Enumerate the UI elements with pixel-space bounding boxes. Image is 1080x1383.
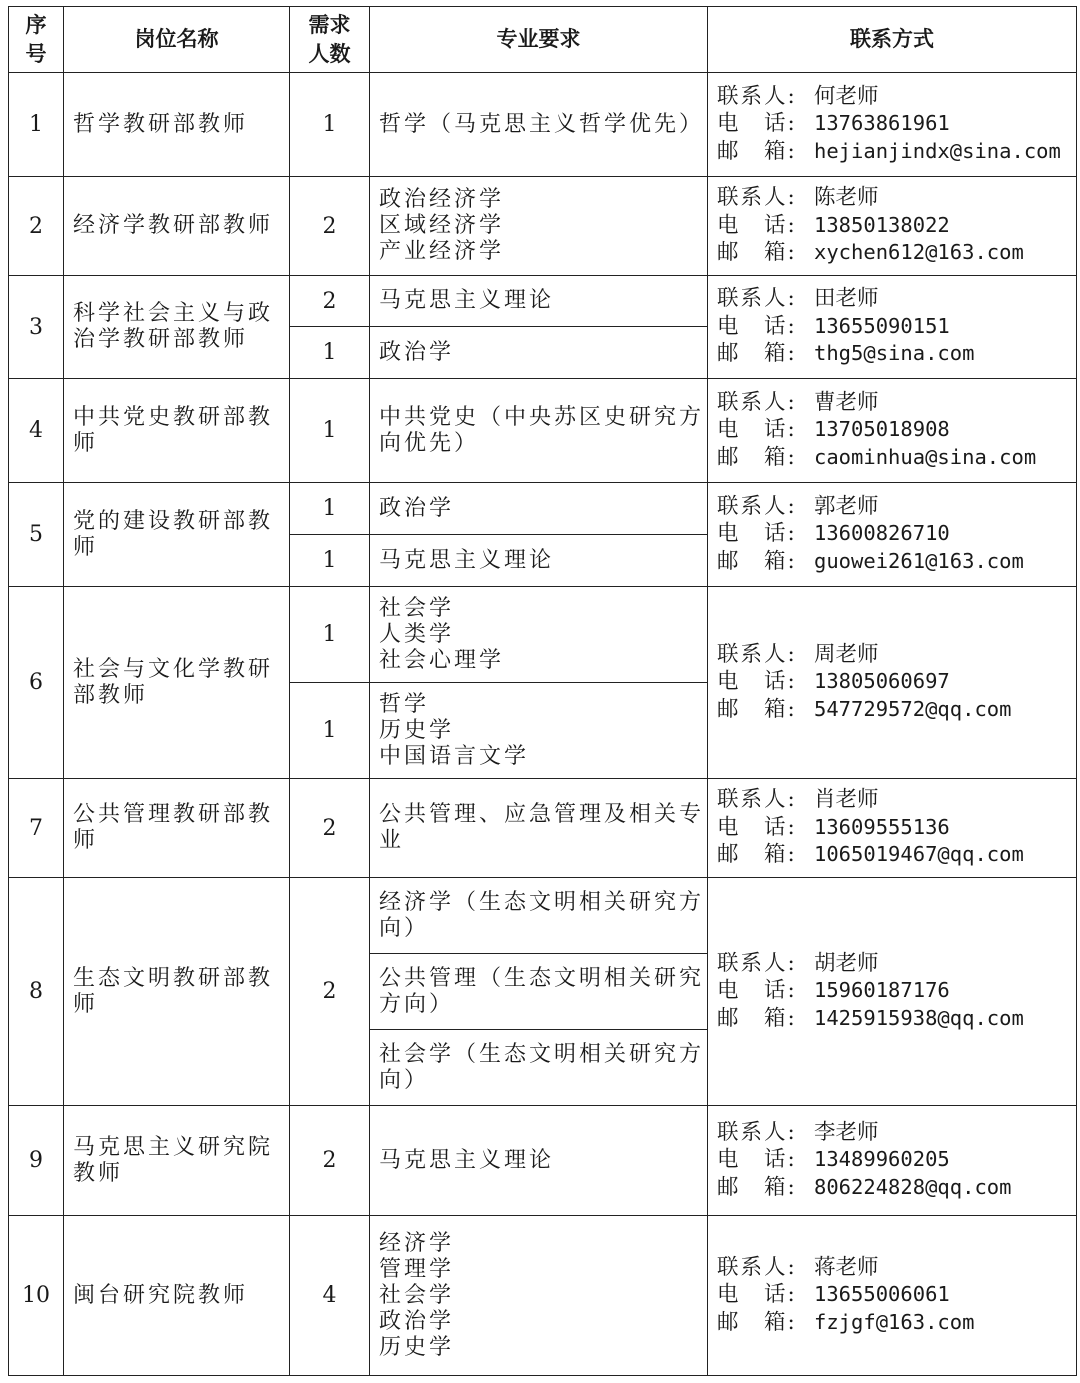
major-line: 区域经济学 bbox=[379, 213, 505, 238]
row-index: 3 bbox=[9, 276, 64, 379]
headcount: 1 bbox=[290, 327, 370, 379]
major-requirement bbox=[370, 327, 708, 379]
contact-email-label: 邮 箱: bbox=[717, 1174, 797, 1200]
position-name bbox=[64, 483, 290, 587]
contact-phone-label: 电 话: bbox=[717, 313, 797, 339]
contact-person-line bbox=[717, 84, 1076, 111]
contact-email-line bbox=[717, 841, 1076, 869]
contact-person-value: 周老师 bbox=[814, 641, 879, 667]
contact-email-value: 806224828@qq.com bbox=[814, 1174, 1012, 1199]
headcount: 2 bbox=[290, 1106, 370, 1216]
table-row bbox=[9, 73, 1077, 177]
table-body bbox=[9, 73, 1077, 1376]
row-index: 1 bbox=[9, 73, 64, 177]
major-line: 公共管理、应急管理及相关专 bbox=[379, 802, 705, 827]
contact-person-label: 联系人: bbox=[717, 493, 797, 519]
contact-person-value: 肖老师 bbox=[814, 787, 879, 813]
row-index: 7 bbox=[9, 779, 64, 878]
major-line: 经济学（生态文明相关研究方 bbox=[379, 889, 705, 915]
contact-email-value: caominhua@sina.com bbox=[814, 444, 1037, 469]
major-line: 哲学（马克思主义哲学优先） bbox=[379, 111, 705, 137]
contact-email-value: thg5@sina.com bbox=[814, 341, 975, 366]
contact-person-value: 李老师 bbox=[814, 1119, 879, 1145]
major-line: 向） bbox=[379, 1067, 430, 1093]
contact-phone-value: 13600826710 bbox=[814, 521, 950, 546]
row-index: 10 bbox=[9, 1216, 64, 1376]
major-requirement bbox=[370, 1106, 708, 1216]
position-name bbox=[64, 779, 290, 878]
position-name-line: 部教师 bbox=[73, 682, 149, 708]
contact-email-value: 547729572@qq.com bbox=[814, 696, 1012, 721]
table-row bbox=[9, 587, 1077, 683]
position-name-line: 经济学教研部教师 bbox=[73, 213, 274, 238]
major-requirement bbox=[370, 587, 708, 683]
major-line: 政治学 bbox=[379, 339, 455, 365]
row-index: 6 bbox=[9, 587, 64, 779]
contact-phone-label: 电 话: bbox=[717, 1282, 797, 1308]
recruitment-table bbox=[8, 6, 1077, 1376]
contact-email-line bbox=[717, 1005, 1076, 1033]
contact-email-line bbox=[717, 138, 1076, 166]
contact-phone-line bbox=[717, 416, 1076, 444]
major-line: 政治学 bbox=[379, 495, 455, 521]
contact-info bbox=[708, 177, 1077, 276]
table-row bbox=[9, 177, 1077, 276]
contact-person-label: 联系人: bbox=[717, 185, 797, 211]
position-name-line: 生态文明教研部教 bbox=[73, 965, 274, 991]
major-line: 社会学 bbox=[379, 595, 455, 621]
contact-email-value: 1065019467@qq.com bbox=[814, 842, 1024, 867]
headcount: 1 bbox=[290, 73, 370, 177]
position-name bbox=[64, 177, 290, 276]
contact-phone-label: 电 话: bbox=[717, 417, 797, 443]
contact-email-label: 邮 箱: bbox=[717, 1005, 797, 1031]
contact-person-line bbox=[717, 642, 1076, 669]
header-index: 序号 bbox=[9, 7, 64, 73]
position-name-line: 科学社会主义与政 bbox=[73, 301, 274, 326]
contact-person-line bbox=[717, 390, 1076, 417]
major-line: 马克思主义理论 bbox=[379, 288, 555, 313]
position-name-line: 党的建设教研部教 bbox=[73, 508, 274, 534]
major-requirement bbox=[370, 483, 708, 535]
major-line: 社会学 bbox=[379, 1282, 455, 1308]
contact-phone-value: 13850138022 bbox=[814, 212, 950, 237]
table-row bbox=[9, 483, 1077, 535]
contact-email-value: guowei261@163.com bbox=[814, 548, 1024, 573]
row-index: 5 bbox=[9, 483, 64, 587]
major-requirement bbox=[370, 878, 708, 954]
contact-phone-line bbox=[717, 977, 1076, 1005]
header-count: 需求人数 bbox=[290, 7, 370, 73]
position-name-line: 哲学教研部教师 bbox=[73, 111, 249, 137]
position-name bbox=[64, 587, 290, 779]
contact-email-label: 邮 箱: bbox=[717, 696, 797, 722]
contact-email-label: 邮 箱: bbox=[717, 444, 797, 470]
position-name-line: 教师 bbox=[73, 1160, 124, 1186]
position-name-line: 中共党史教研部教 bbox=[73, 404, 274, 430]
contact-email-value: hejianjindx@sina.com bbox=[814, 138, 1061, 163]
contact-info bbox=[708, 587, 1077, 779]
contact-person-line bbox=[717, 951, 1076, 978]
major-line: 业 bbox=[379, 828, 405, 853]
major-line: 社会心理学 bbox=[379, 647, 505, 673]
headcount: 2 bbox=[290, 878, 370, 1106]
major-requirement bbox=[370, 177, 708, 276]
contact-phone-value: 13489960205 bbox=[814, 1147, 950, 1172]
row-index: 4 bbox=[9, 379, 64, 483]
major-requirement bbox=[370, 1030, 708, 1106]
contact-phone-value: 13609555136 bbox=[814, 814, 950, 839]
contact-email-label: 邮 箱: bbox=[717, 1309, 797, 1335]
position-name bbox=[64, 1216, 290, 1376]
contact-info bbox=[708, 73, 1077, 177]
contact-phone-value: 13655090151 bbox=[814, 313, 950, 338]
contact-phone-label: 电 话: bbox=[717, 978, 797, 1004]
headcount: 1 bbox=[290, 535, 370, 587]
headcount: 2 bbox=[290, 779, 370, 878]
major-line: 马克思主义理论 bbox=[379, 547, 555, 573]
header-contact: 联系方式 bbox=[708, 7, 1077, 73]
position-name bbox=[64, 878, 290, 1106]
row-index: 8 bbox=[9, 878, 64, 1106]
contact-person-line bbox=[717, 1255, 1076, 1282]
major-line: 经济学 bbox=[379, 1230, 455, 1256]
contact-email-value: fzjgf@163.com bbox=[814, 1309, 975, 1334]
contact-info bbox=[708, 1216, 1077, 1376]
contact-info bbox=[708, 276, 1077, 379]
position-name-line: 闽台研究院教师 bbox=[73, 1282, 249, 1308]
major-requirement bbox=[370, 683, 708, 779]
contact-email-value: xychen612@163.com bbox=[814, 240, 1024, 265]
major-line: 向优先） bbox=[379, 430, 480, 456]
contact-phone-label: 电 话: bbox=[717, 521, 797, 547]
contact-person-line bbox=[717, 494, 1076, 521]
position-name-line: 师 bbox=[73, 828, 99, 853]
contact-info bbox=[708, 379, 1077, 483]
major-line: 中共党史（中央苏区史研究方 bbox=[379, 404, 705, 430]
contact-phone-line bbox=[717, 668, 1076, 696]
major-line: 哲学 bbox=[379, 691, 430, 717]
contact-person-label: 联系人: bbox=[717, 286, 797, 312]
contact-phone-label: 电 话: bbox=[717, 814, 797, 840]
contact-email-value: 1425915938@qq.com bbox=[814, 1005, 1024, 1030]
contact-email-label: 邮 箱: bbox=[717, 341, 797, 367]
contact-phone-value: 13763861961 bbox=[814, 111, 950, 136]
headcount: 1 bbox=[290, 683, 370, 779]
major-line: 中国语言文学 bbox=[379, 743, 530, 769]
contact-email-line bbox=[717, 239, 1076, 267]
major-requirement bbox=[370, 73, 708, 177]
contact-email-label: 邮 箱: bbox=[717, 842, 797, 868]
contact-person-label: 联系人: bbox=[717, 389, 797, 415]
contact-person-value: 田老师 bbox=[814, 286, 879, 312]
major-line: 管理学 bbox=[379, 1256, 455, 1282]
headcount: 1 bbox=[290, 587, 370, 683]
contact-person-value: 陈老师 bbox=[814, 185, 879, 211]
position-name-line: 师 bbox=[73, 534, 99, 560]
contact-email-line bbox=[717, 444, 1076, 472]
position-name-line: 公共管理教研部教 bbox=[73, 802, 274, 827]
contact-person-label: 联系人: bbox=[717, 641, 797, 667]
row-index: 2 bbox=[9, 177, 64, 276]
contact-email-line bbox=[717, 696, 1076, 724]
position-name-line: 治学教研部教师 bbox=[73, 327, 249, 352]
contact-person-label: 联系人: bbox=[717, 1254, 797, 1280]
major-requirement bbox=[370, 954, 708, 1030]
table-row bbox=[9, 779, 1077, 878]
major-line: 马克思主义理论 bbox=[379, 1147, 555, 1173]
table-row bbox=[9, 878, 1077, 954]
headcount: 1 bbox=[290, 483, 370, 535]
contact-person-value: 蒋老师 bbox=[814, 1254, 879, 1280]
contact-phone-line bbox=[717, 110, 1076, 138]
position-name bbox=[64, 379, 290, 483]
header-major: 专业要求 bbox=[370, 7, 708, 73]
contact-phone-label: 电 话: bbox=[717, 111, 797, 137]
contact-email-label: 邮 箱: bbox=[717, 138, 797, 164]
major-requirement bbox=[370, 276, 708, 327]
headcount: 2 bbox=[290, 177, 370, 276]
major-line: 向） bbox=[379, 915, 430, 941]
contact-phone-value: 15960187176 bbox=[814, 978, 950, 1003]
major-line: 社会学（生态文明相关研究方 bbox=[379, 1041, 705, 1067]
contact-phone-line bbox=[717, 1146, 1076, 1174]
contact-person-label: 联系人: bbox=[717, 950, 797, 976]
major-requirement bbox=[370, 779, 708, 878]
position-name-line: 马克思主义研究院 bbox=[73, 1134, 274, 1160]
contact-person-label: 联系人: bbox=[717, 1119, 797, 1145]
row-index: 9 bbox=[9, 1106, 64, 1216]
contact-email-line bbox=[717, 548, 1076, 576]
major-line: 政治学 bbox=[379, 1308, 455, 1334]
contact-phone-line bbox=[717, 212, 1076, 240]
table-row bbox=[9, 1106, 1077, 1216]
contact-phone-line bbox=[717, 814, 1076, 842]
contact-phone-value: 13655006061 bbox=[814, 1282, 950, 1307]
contact-email-line bbox=[717, 1174, 1076, 1202]
contact-person-line bbox=[717, 185, 1076, 212]
header-position: 岗位名称 bbox=[64, 7, 290, 73]
position-name-line: 师 bbox=[73, 430, 99, 456]
position-name bbox=[64, 276, 290, 379]
headcount: 4 bbox=[290, 1216, 370, 1376]
position-name-line: 师 bbox=[73, 991, 99, 1017]
position-name bbox=[64, 73, 290, 177]
table-row bbox=[9, 379, 1077, 483]
contact-email-label: 邮 箱: bbox=[717, 548, 797, 574]
contact-phone-value: 13805060697 bbox=[814, 669, 950, 694]
contact-phone-label: 电 话: bbox=[717, 669, 797, 695]
contact-phone-value: 13705018908 bbox=[814, 417, 950, 442]
contact-info bbox=[708, 779, 1077, 878]
position-name-line: 社会与文化学教研 bbox=[73, 656, 274, 682]
contact-person-value: 郭老师 bbox=[814, 493, 879, 519]
contact-person-value: 胡老师 bbox=[814, 950, 879, 976]
contact-person-label: 联系人: bbox=[717, 787, 797, 813]
contact-email-line bbox=[717, 1309, 1076, 1337]
contact-phone-line bbox=[717, 313, 1076, 341]
contact-phone-line bbox=[717, 520, 1076, 548]
table-row bbox=[9, 1216, 1077, 1376]
contact-person-line bbox=[717, 286, 1076, 313]
major-line: 政治经济学 bbox=[379, 187, 505, 212]
contact-person-label: 联系人: bbox=[717, 83, 797, 109]
contact-info bbox=[708, 1106, 1077, 1216]
contact-person-value: 何老师 bbox=[814, 83, 879, 109]
table-row bbox=[9, 276, 1077, 327]
contact-info bbox=[708, 483, 1077, 587]
position-name bbox=[64, 1106, 290, 1216]
contact-person-line bbox=[717, 787, 1076, 814]
headcount: 2 bbox=[290, 276, 370, 327]
major-line: 历史学 bbox=[379, 717, 455, 743]
contact-phone-line bbox=[717, 1281, 1076, 1309]
contact-person-value: 曹老师 bbox=[814, 389, 879, 415]
major-line: 人类学 bbox=[379, 621, 455, 647]
header-row bbox=[9, 7, 1077, 73]
major-requirement bbox=[370, 1216, 708, 1376]
contact-person-line bbox=[717, 1120, 1076, 1147]
contact-email-label: 邮 箱: bbox=[717, 240, 797, 266]
contact-email-line bbox=[717, 340, 1076, 368]
headcount: 1 bbox=[290, 379, 370, 483]
contact-info bbox=[708, 878, 1077, 1106]
contact-phone-label: 电 话: bbox=[717, 212, 797, 238]
major-line: 方向） bbox=[379, 991, 455, 1017]
major-line: 产业经济学 bbox=[379, 239, 505, 264]
major-requirement bbox=[370, 379, 708, 483]
contact-phone-label: 电 话: bbox=[717, 1147, 797, 1173]
major-line: 公共管理（生态文明相关研究 bbox=[379, 965, 705, 991]
major-requirement bbox=[370, 535, 708, 587]
major-line: 历史学 bbox=[379, 1334, 455, 1360]
